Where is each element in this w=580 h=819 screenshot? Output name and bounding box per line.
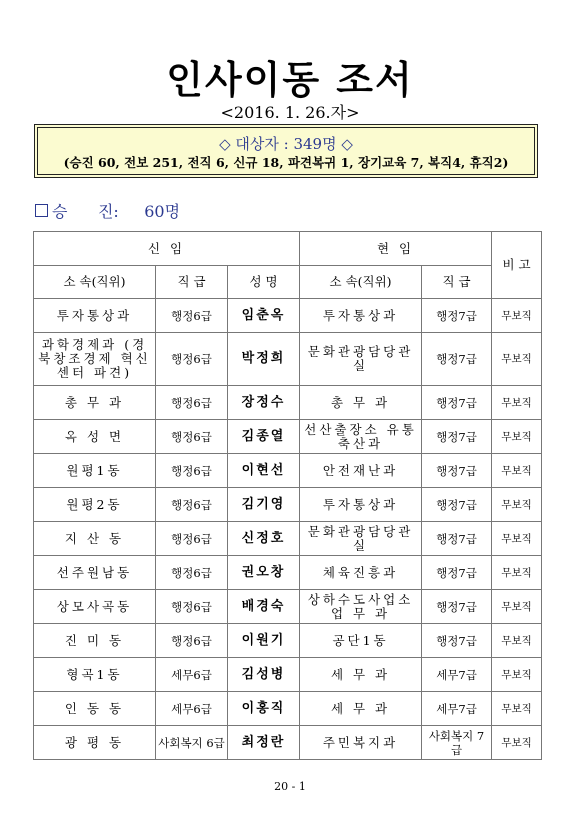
cell-current-org: 선산출장소 유통축산과 bbox=[300, 420, 422, 454]
cell-new-grade: 행정6급 bbox=[156, 522, 228, 556]
header-org: 소 속(직위) bbox=[34, 266, 156, 299]
header-new-position: 신 임 bbox=[34, 232, 300, 266]
summary-breakdown: (승진 60, 전보 251, 전직 6, 신규 18, 파견복귀 1, 장기교육 7, 복직4, 휴직2) bbox=[63, 155, 509, 170]
cell-current-grade: 행정7급 bbox=[422, 454, 492, 488]
cell-name: 이현선 bbox=[228, 454, 300, 488]
cell-name: 김성병 bbox=[228, 658, 300, 692]
cell-new-grade: 행정6급 bbox=[156, 488, 228, 522]
header-grade-current: 직 급 bbox=[422, 266, 492, 299]
document-date: <2016. 1. 26.자> bbox=[220, 103, 360, 122]
cell-note: 무보직 bbox=[492, 333, 542, 386]
cell-new-org: 원평1동 bbox=[34, 454, 156, 488]
cell-name: 권오창 bbox=[228, 556, 300, 590]
cell-name: 신정호 bbox=[228, 522, 300, 556]
table-row bbox=[34, 590, 542, 624]
table-row bbox=[34, 333, 542, 386]
document-title: 인사이동 조서 bbox=[166, 58, 414, 102]
cell-new-grade: 행정6급 bbox=[156, 299, 228, 333]
table-row bbox=[34, 624, 542, 658]
summary-headline: ◇ 대상자 : 349명 ◇ bbox=[219, 135, 353, 153]
cell-current-grade: 행정7급 bbox=[422, 556, 492, 590]
table-row bbox=[34, 420, 542, 454]
cell-current-org: 투자통상과 bbox=[300, 488, 422, 522]
table-row bbox=[34, 454, 542, 488]
cell-note: 무보직 bbox=[492, 692, 542, 726]
header-current-position: 현 임 bbox=[300, 232, 492, 266]
cell-new-org: 인 동 동 bbox=[34, 692, 156, 726]
cell-new-grade: 행정6급 bbox=[156, 590, 228, 624]
cell-current-grade: 행정7급 bbox=[422, 590, 492, 624]
cell-current-grade: 행정7급 bbox=[422, 299, 492, 333]
cell-note: 무보직 bbox=[492, 386, 542, 420]
cell-note: 무보직 bbox=[492, 488, 542, 522]
cell-current-org: 체육진흥과 bbox=[300, 556, 422, 590]
cell-current-grade: 세무7급 bbox=[422, 692, 492, 726]
cell-new-grade: 행정6급 bbox=[156, 420, 228, 454]
cell-name: 임춘옥 bbox=[228, 299, 300, 333]
cell-name: 김종열 bbox=[228, 420, 300, 454]
header-grade: 직 급 bbox=[156, 266, 228, 299]
cell-current-org: 세 무 과 bbox=[300, 658, 422, 692]
cell-current-grade: 사회복지 7급 bbox=[422, 726, 492, 760]
cell-current-org: 주민복지과 bbox=[300, 726, 422, 760]
personnel-table bbox=[33, 231, 542, 760]
cell-current-grade: 세무7급 bbox=[422, 658, 492, 692]
cell-new-org: 광 평 동 bbox=[34, 726, 156, 760]
cell-new-org: 과학경제과 (경북창조경제 혁신센터 파견) bbox=[34, 333, 156, 386]
cell-new-grade: 행정6급 bbox=[156, 454, 228, 488]
cell-new-grade: 세무6급 bbox=[156, 692, 228, 726]
cell-note: 무보직 bbox=[492, 420, 542, 454]
summary-box bbox=[34, 124, 538, 178]
cell-name: 장정수 bbox=[228, 386, 300, 420]
cell-current-org: 안전재난과 bbox=[300, 454, 422, 488]
table-row bbox=[34, 692, 542, 726]
cell-new-org: 형곡1동 bbox=[34, 658, 156, 692]
cell-name: 최정란 bbox=[228, 726, 300, 760]
cell-current-grade: 행정7급 bbox=[422, 386, 492, 420]
cell-new-grade: 사회복지 6급 bbox=[156, 726, 228, 760]
table-row bbox=[34, 488, 542, 522]
cell-note: 무보직 bbox=[492, 454, 542, 488]
cell-name: 이원기 bbox=[228, 624, 300, 658]
cell-current-org: 투자통상과 bbox=[300, 299, 422, 333]
table-row bbox=[34, 299, 542, 333]
table-row bbox=[34, 386, 542, 420]
cell-new-org: 투자통상과 bbox=[34, 299, 156, 333]
cell-new-grade: 행정6급 bbox=[156, 333, 228, 386]
table-row bbox=[34, 658, 542, 692]
cell-current-grade: 행정7급 bbox=[422, 522, 492, 556]
cell-new-org: 상모사곡동 bbox=[34, 590, 156, 624]
cell-name: 이홍직 bbox=[228, 692, 300, 726]
header-org-current: 소 속(직위) bbox=[300, 266, 422, 299]
cell-current-org: 문화관광담당관실 bbox=[300, 522, 422, 556]
cell-new-grade: 세무6급 bbox=[156, 658, 228, 692]
table-row bbox=[34, 522, 542, 556]
cell-new-grade: 행정6급 bbox=[156, 386, 228, 420]
section-label: 승 진: 60명 bbox=[52, 202, 181, 221]
cell-note: 무보직 bbox=[492, 726, 542, 760]
cell-current-org: 공단1동 bbox=[300, 624, 422, 658]
cell-current-grade: 행정7급 bbox=[422, 488, 492, 522]
cell-note: 무보직 bbox=[492, 522, 542, 556]
cell-current-grade: 행정7급 bbox=[422, 624, 492, 658]
cell-note: 무보직 bbox=[492, 299, 542, 333]
cell-new-org: 옥 성 면 bbox=[34, 420, 156, 454]
cell-new-grade: 행정6급 bbox=[156, 624, 228, 658]
cell-name: 배경숙 bbox=[228, 590, 300, 624]
cell-note: 무보직 bbox=[492, 624, 542, 658]
table-row bbox=[34, 726, 542, 760]
cell-note: 무보직 bbox=[492, 590, 542, 624]
page-number: 20 - 1 bbox=[274, 780, 306, 793]
cell-name: 김기영 bbox=[228, 488, 300, 522]
cell-current-org: 세 무 과 bbox=[300, 692, 422, 726]
table-row bbox=[34, 556, 542, 590]
cell-new-org: 총 무 과 bbox=[34, 386, 156, 420]
cell-current-org: 문화관광담당관실 bbox=[300, 333, 422, 386]
cell-note: 무보직 bbox=[492, 658, 542, 692]
cell-new-org: 원평2동 bbox=[34, 488, 156, 522]
cell-current-org: 상하수도사업소 업 무 과 bbox=[300, 590, 422, 624]
checkbox-square-icon bbox=[35, 204, 48, 217]
cell-name: 박정희 bbox=[228, 333, 300, 386]
section-heading bbox=[35, 201, 180, 223]
cell-current-grade: 행정7급 bbox=[422, 333, 492, 386]
cell-note: 무보직 bbox=[492, 556, 542, 590]
cell-current-org: 총 무 과 bbox=[300, 386, 422, 420]
cell-new-org: 지 산 동 bbox=[34, 522, 156, 556]
cell-new-org: 진 미 동 bbox=[34, 624, 156, 658]
cell-current-grade: 행정7급 bbox=[422, 420, 492, 454]
cell-new-org: 선주원남동 bbox=[34, 556, 156, 590]
header-name: 성 명 bbox=[228, 266, 300, 299]
header-note: 비 고 bbox=[492, 232, 542, 299]
cell-new-grade: 행정6급 bbox=[156, 556, 228, 590]
